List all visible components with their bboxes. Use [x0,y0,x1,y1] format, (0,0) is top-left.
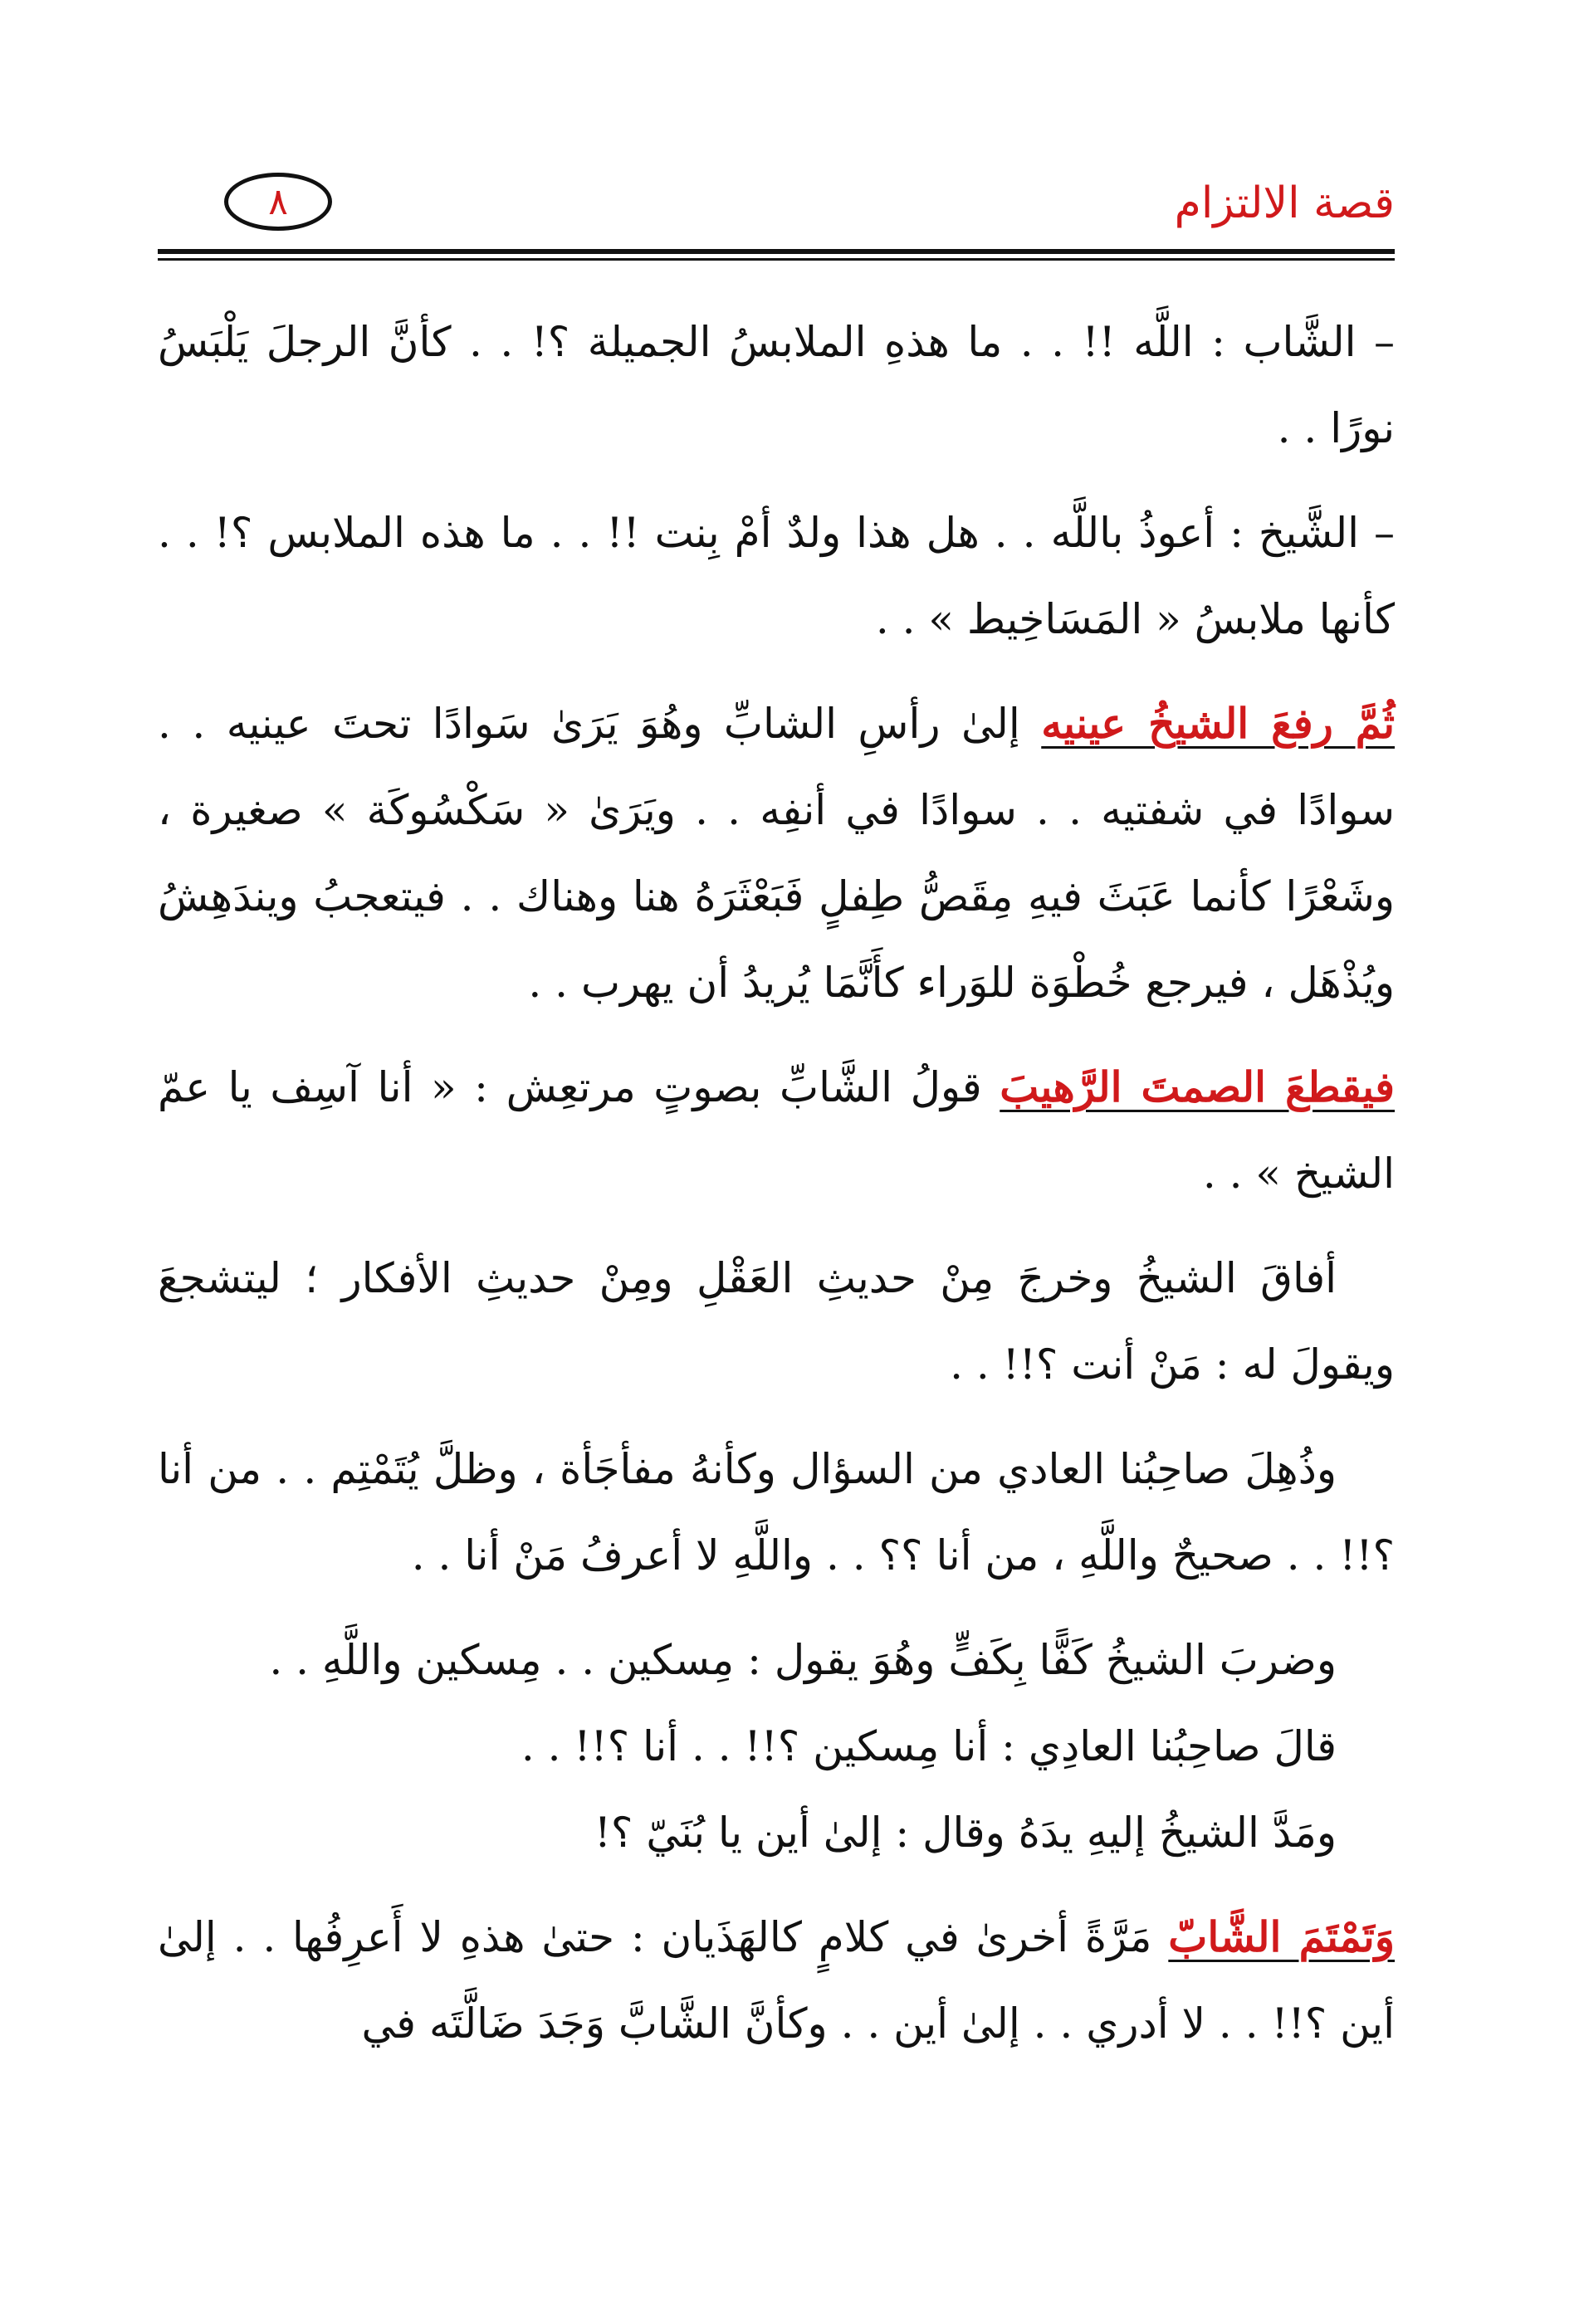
narration-line [158,1703,1395,1789]
page-number-badge [224,173,332,231]
paragraph-text: أفاقَ الشيخُ وخرجَ مِنْ حديثِ العَقْلِ ومِنْ حديثِ الأفكار ؛ ليتشجعَ ويقولَ له : مَنْ أنت ؟!! . . [158,1254,1395,1389]
dialogue-young-man [158,299,1395,471]
narration-paragraph [158,1235,1395,1408]
highlighted-phrase: فيقطعَ الصمتَ الرَّهيبَ [1000,1062,1396,1111]
paragraph-text: إلىٰ رأسِ الشابِّ وهُوَ يَرَىٰ سَوادًا تحتَ عينيه . . سوادًا في شفتيه . . سوادًا في أنفِه . . ويَرَىٰ « سَكْسُوكَة » صغيرة ، وشَعْرًا كأنما عَبَثَ فيهِ مِقَصُّ طِفلٍ فَبَعْثَرَهُ هنا وهناك . . فيتعجبُ ويندَهِشُ ويُذْهَل ، فيرجع خُطْوَة للوَراء كأَنَّمَا يُريدُ أن يهرب . . [158,700,1395,1007]
paragraph-text: قولُ الشَّابِّ بصوتٍ مرتعِش : « أنا آسِف يا عمّ الشيخ » . . [158,1063,1395,1198]
book-title: قصة الالتزام [1174,178,1395,228]
paragraph-text: قالَ صاحِبُنا العادِي : أنا مِسكين ؟!! . . أنا ؟!! . . [521,1722,1337,1770]
highlighted-phrase: وَتَمْتَمَ الشَّابّ [1168,1912,1395,1961]
paragraph-text: مَرَّةً أخرىٰ في كلامٍ كالهَذَيان : حتىٰ هذهِ لا أَعرِفُها . . إلىٰ أين ؟!! . . لا أدري . . إلىٰ أين . . وكأنَّ الشَّابَّ وَجَدَ ضَالَّتَه في [158,1913,1395,2048]
dialogue-sheikh [158,490,1395,662]
narration-paragraph [158,681,1395,1026]
paragraph-text: – الشَّيخ : أعوذُ باللَّه . . هل هذا ولدٌ أمْ بِنت !! . . ما هذه الملابس ؟! . . كأنها ملابسُ « المَسَاخِيط » . . [158,509,1395,643]
paragraph-text: وذُهِلَ صاحِبُنا العادي من السؤال وكأنهُ مفأجَأة ، وظلَّ يُتَمْتِم . . من أنا ؟!! . . صحيحٌ واللَّهِ ، من أنا ؟؟ . . واللَّهِ لا أعرفُ مَنْ أنا . . [158,1445,1395,1579]
page-number: ٨ [268,180,288,223]
paragraph-text: – الشَّاب : اللَّه !! . . ما هذهِ الملابسُ الجميلة ؟! . . كأنَّ الرجلَ يَلْبَسُ نورًا . . [158,318,1395,452]
narration-line [158,1617,1395,1703]
paragraph-text: ومَدَّ الشيخُ إليهِ يدَهُ وقال : إلىٰ أين يا بُنَيّ ؟! [594,1809,1337,1857]
highlighted-phrase: ثُمَّ رفعَ الشيخُ عينيه [1041,699,1395,748]
narration-line [158,1789,1395,1876]
header-divider [158,249,1395,261]
page-header [158,158,1395,257]
page-body [158,299,1395,2085]
paragraph-text: وضربَ الشيخُ كَفًّا بِكَفٍّ وهُوَ يقول : مِسكين . . مِسكين واللَّهِ . . [269,1636,1337,1684]
narration-paragraph [158,1044,1395,1217]
narration-paragraph [158,1426,1395,1599]
narration-paragraph [158,1894,1395,2067]
